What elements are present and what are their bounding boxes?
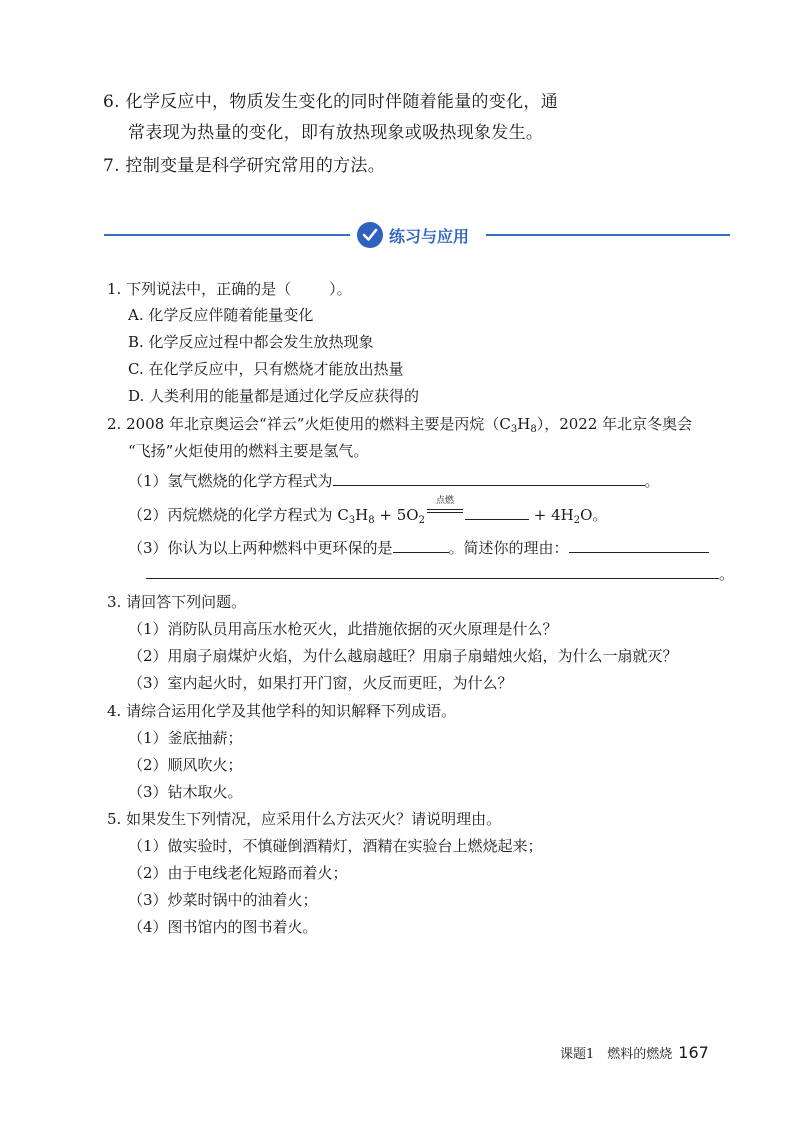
summary-item-6-line1: 6. 化学反应中，物质发生变化的同时伴随着能量的变化，通	[103, 92, 559, 112]
q2-part1-answer-blank[interactable]	[333, 471, 645, 486]
q1-option-d: D. 人类利用的能量都是通过化学反应获得的	[128, 387, 420, 405]
q2-part3-reason-blank[interactable]	[569, 538, 709, 553]
q5-part4: （4）图书馆内的图书着火。	[128, 918, 318, 936]
section-rule-left	[104, 234, 350, 236]
q2-stem-line1: 2. 2008 年北京奥运会“祥云”火炬使用的燃料主要是丙烷$(C_3H_8)$，2022 年北京冬奥会	[107, 415, 693, 435]
q5-part3: （3）炒菜时锅中的油着火；	[128, 891, 318, 909]
section-title: 练习与应用	[389, 226, 470, 246]
q2-part3-fuel-blank[interactable]	[393, 538, 449, 553]
lesson-title: 课题1 燃料的燃烧	[560, 1047, 673, 1062]
q1-option-c: C. 在化学反应中，只有燃烧才能放出热量	[128, 360, 404, 378]
section-header	[357, 220, 469, 250]
q2-part3-line2: 。	[146, 563, 734, 584]
q2-part1: （1）氢气燃烧的化学方程式为 。	[128, 472, 660, 490]
q4-part2: （2）顺风吹火；	[128, 756, 243, 774]
check-badge-icon	[357, 222, 383, 248]
q1-option-a: A. 化学反应伴随着能量变化	[128, 306, 314, 324]
section-rule-right	[486, 234, 730, 236]
q3-part3: （3）室内起火时，如果打开门窗，火反而更旺，为什么？	[128, 674, 513, 692]
q4-stem: 4. 请综合运用化学及其他学科的知识解释下列成语。	[107, 702, 457, 720]
ignite-condition: 点燃	[427, 506, 463, 520]
q4-part1: （1）釜底抽薪；	[128, 729, 243, 747]
q4-part3: （3）钻木取火。	[128, 783, 243, 801]
q2-part3: （3）你认为以上两种燃料中更环保的是 。简述你的理由：	[128, 537, 709, 558]
q5-part1: （1）做实验时，不慎碰倒酒精灯，酒精在实验台上燃烧起来；	[128, 837, 543, 855]
q2-part2: （2）丙烷燃烧的化学方程式为 $C_3H_8 + 5O_2$ 点燃 + $4H_2O$。	[128, 496, 608, 526]
summary-item-6-line2: 常表现为热量的变化，即有放热现象或吸热现象发生。	[128, 123, 544, 143]
q2-part3-reason-blank-2[interactable]	[146, 564, 719, 579]
q3-stem: 3. 请回答下列问题。	[107, 593, 247, 611]
q2-stem-line2: “飞扬”火炬使用的燃料主要是氢气。	[128, 442, 369, 460]
page-number: 167	[678, 1043, 709, 1062]
q3-part2: （2）用扇子扇煤炉火焰，为什么越扇越旺？用扇子扇蜡烛火焰，为什么一扇就灭？	[128, 647, 678, 665]
q5-part2: （2）由于电线老化短路而着火；	[128, 864, 348, 882]
q1-stem: 1. 下列说法中，正确的是（ ）。	[107, 280, 352, 298]
q5-stem: 5. 如果发生下列情况，应采用什么方法灭火？请说明理由。	[107, 810, 502, 828]
q2-part2-answer-blank[interactable]	[465, 505, 529, 520]
page-footer	[560, 1043, 709, 1062]
summary-item-7: 7. 控制变量是科学研究常用的方法。	[103, 156, 386, 176]
q1-option-b: B. 化学反应过程中都会发生放热现象	[128, 333, 374, 351]
q3-part1: （1）消防队员用高压水枪灭火，此措施依据的灭火原理是什么？	[128, 620, 558, 638]
